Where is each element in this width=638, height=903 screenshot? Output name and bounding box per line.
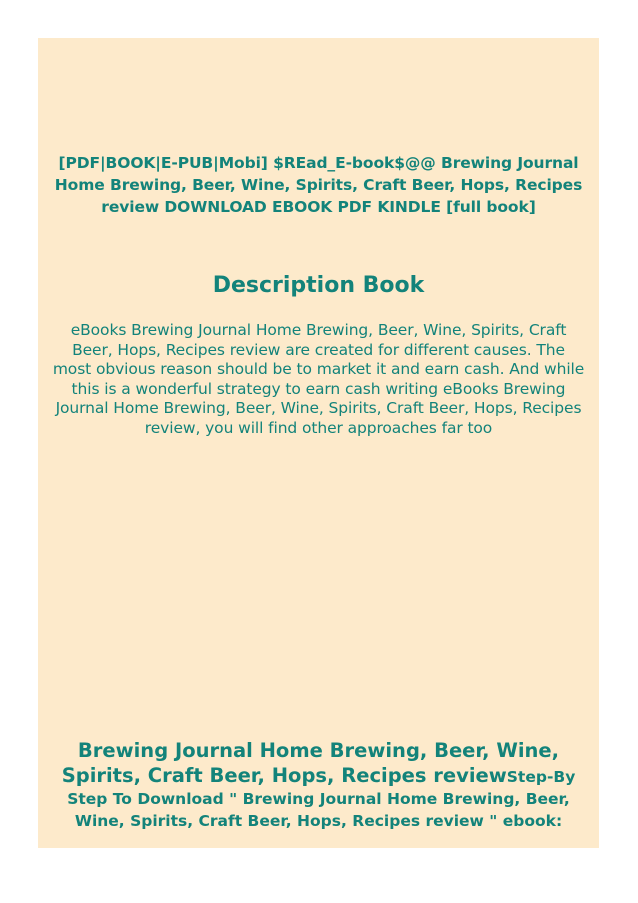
download-footer: [46, 738, 591, 832]
description-heading: Description Book: [212, 273, 425, 298]
document-title: [PDF|BOOK|E-PUB|Mobi] $REad_E-book$@@ Brewing Journal Home Brewing, Beer, Wine, Spirits, Craft Beer, Hops, Recipes review DOWNLOAD EBOOK PDF KINDLE [full book]: [54, 154, 583, 216]
document-page: [38, 38, 599, 848]
footer-book-title: Brewing Journal Home Brewing, Beer, Wine, Spirits, Craft Beer, Hops, Recipes review: [61, 739, 560, 787]
description-body: eBooks Brewing Journal Home Brewing, Beer, Wine, Spirits, Craft Beer, Hops, Recipes review are created for different causes. The most obvious reason should be to market it and earn cash. And while this is a wonderful strategy to earn cash writing eBooks Brewing Journal Home Brewing, Beer, Wine, Spirits, Craft Beer, Hops, Recipes review, you will find other approaches far too: [52, 321, 585, 437]
footer-download-text: Step-By Step To Download " Brewing Journal Home Brewing, Beer, Wine, Spirits, Craft Beer, Hops, Recipes review " ebook:: [67, 768, 576, 830]
